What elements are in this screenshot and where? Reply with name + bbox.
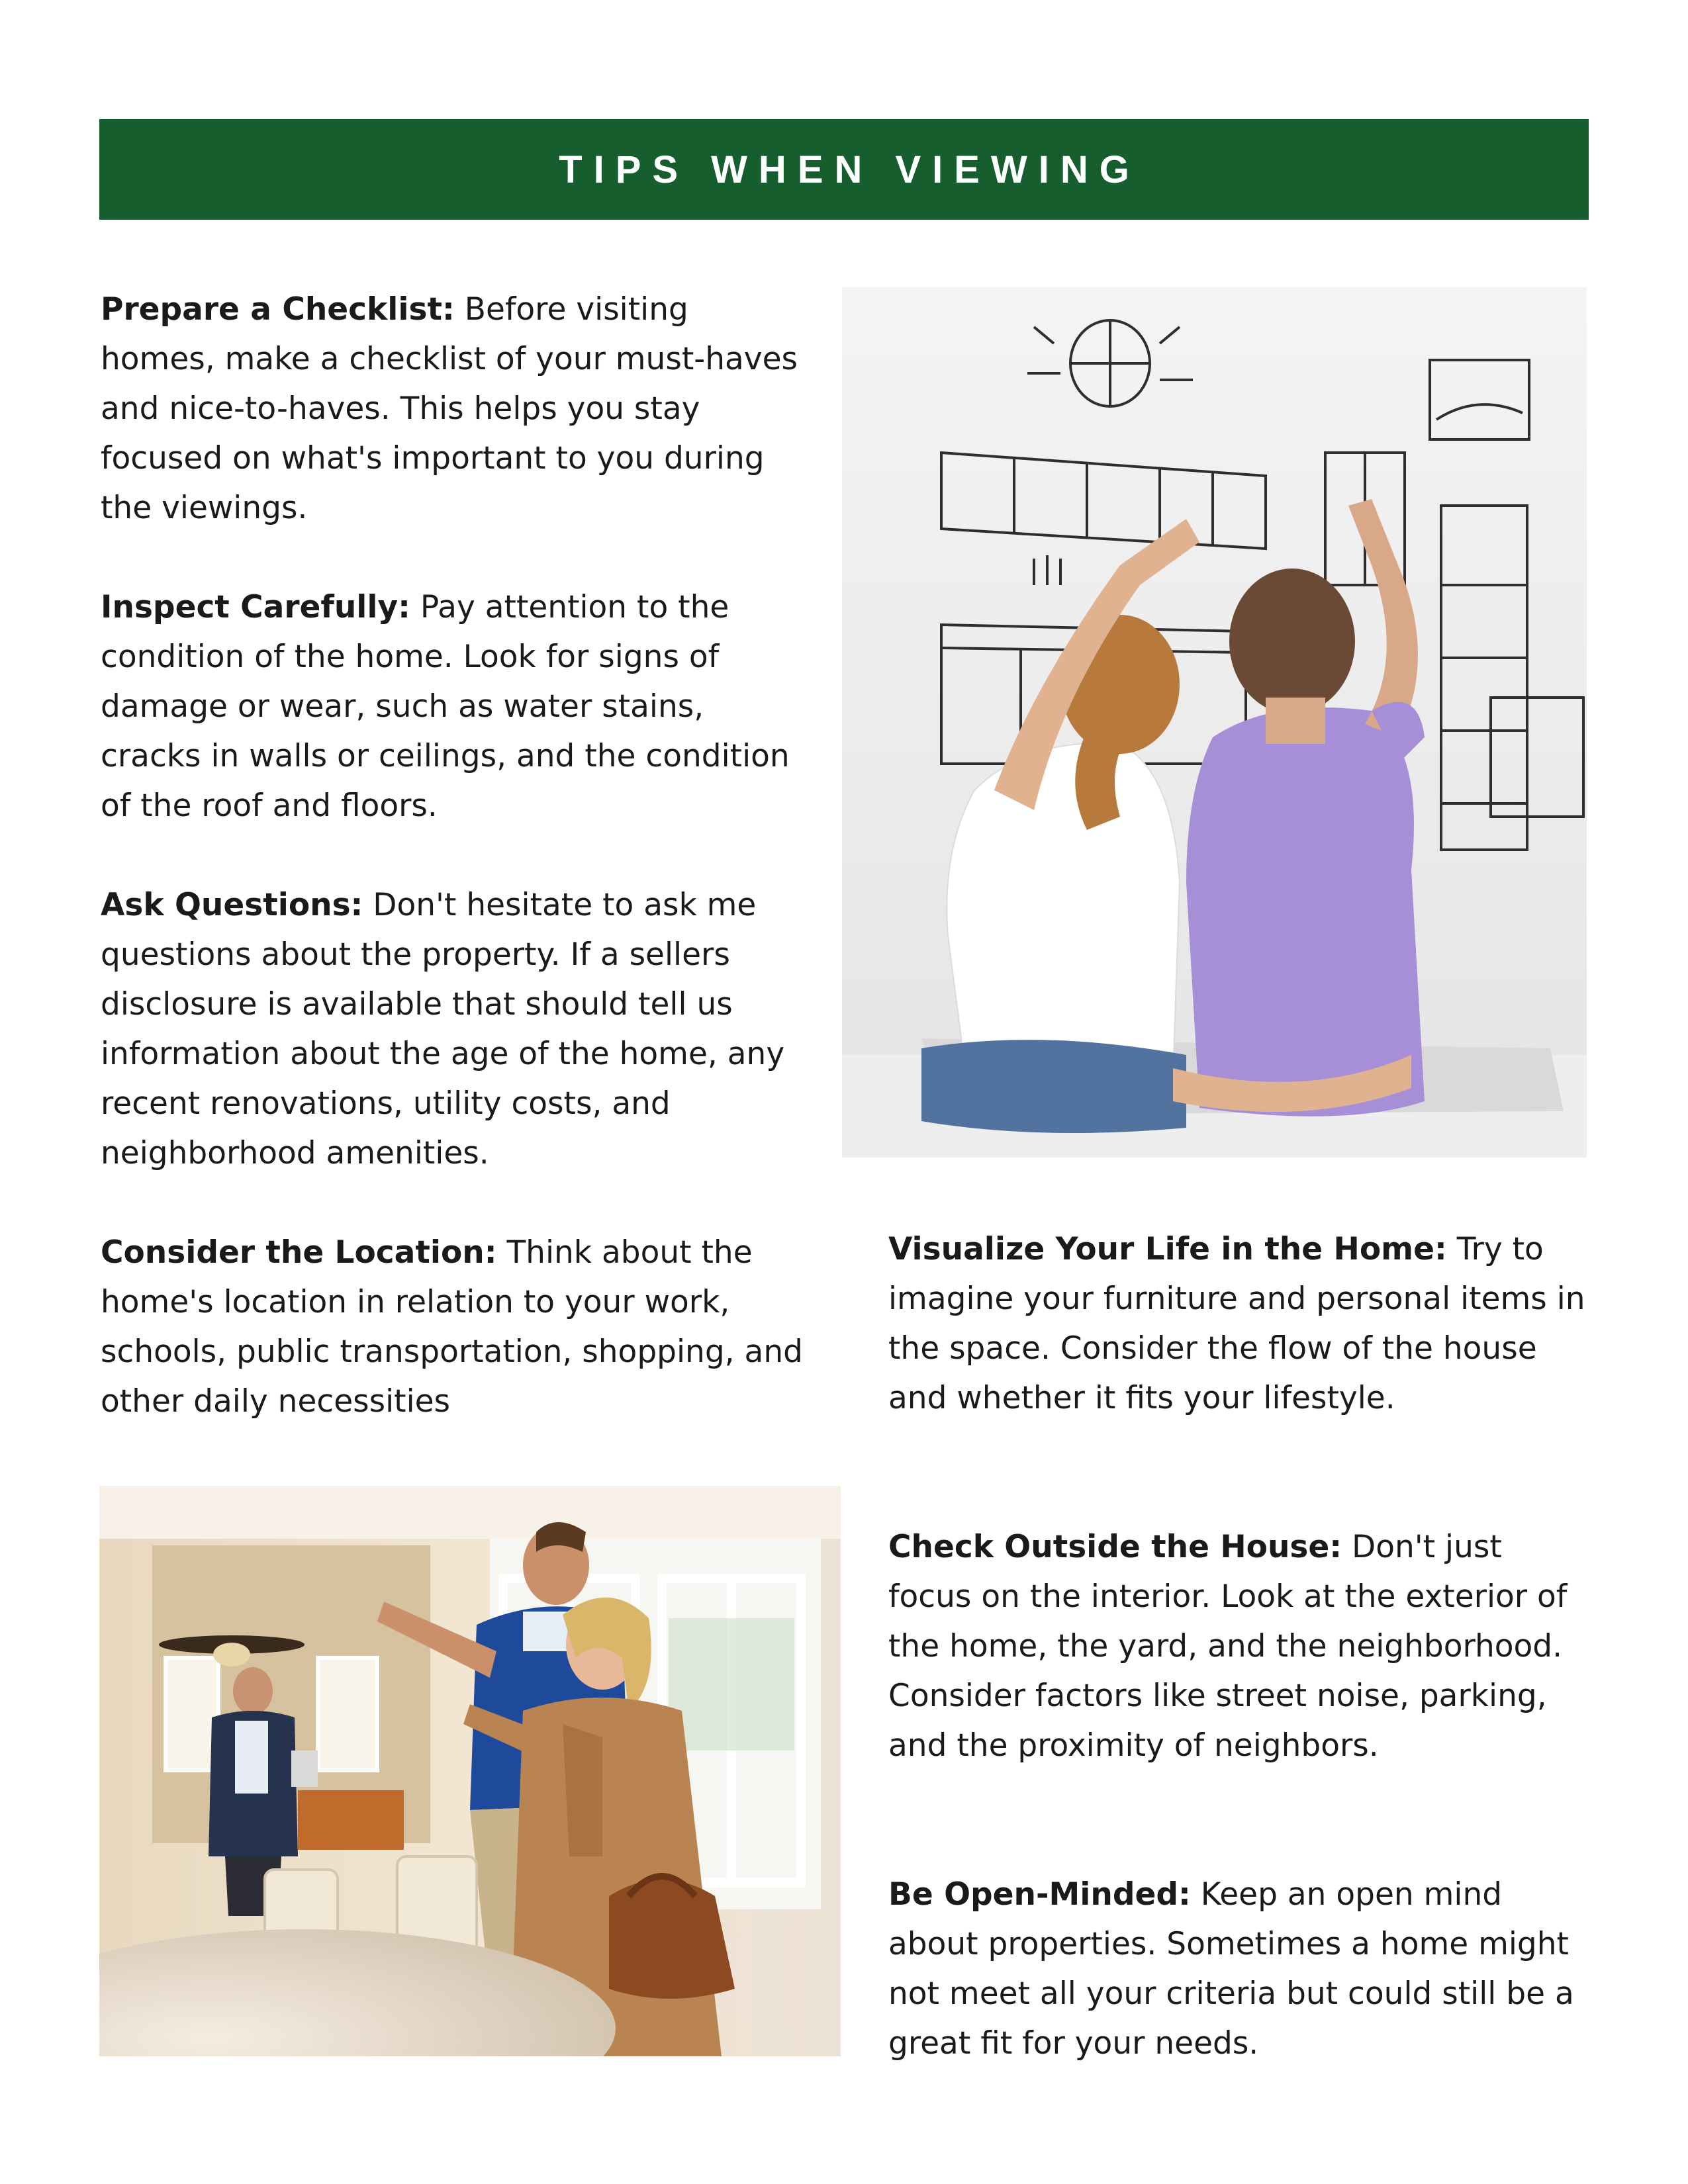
tip-consider-location [101,1228,812,1426]
tip-open-minded [888,1870,1590,2068]
tip-prepare-checklist [101,285,812,533]
page-title: TIPS WHEN VIEWING [559,148,1141,191]
tip-heading: Ask Questions: [101,887,363,923]
tip-inspect-carefully [101,582,812,831]
tip-heading: Inspect Carefully: [101,589,410,625]
tip-body: Try to imagine your furniture and personal items in the space. Consider the flow of the house and whether it fits your lifestyle. [888,1231,1585,1416]
tip-body: Pay attention to the condition of the home. Look for signs of damage or wear, such as water stains, cracks in walls or ceilings, and the condition of the roof and floors. [101,589,790,824]
header-banner [99,119,1589,220]
tip-body: Don't hesitate to ask me questions about the property. If a sellers disclosure is available that should tell us information about the age of the home, any recent renovations, utility costs, and neighborhood amenities. [101,887,785,1171]
tip-heading: Be Open-Minded: [888,1876,1191,1913]
tip-ask-questions [101,880,812,1178]
tip-visualize-life [888,1224,1590,1423]
tip-body: Keep an open mind about properties. Sometimes a home might not meet all your criteria but could still be a great fit for your needs. [888,1876,1574,2062]
tip-heading: Visualize Your Life in the Home: [888,1231,1447,1267]
tip-check-outside [888,1522,1590,1770]
agent-with-couple-photo [99,1486,841,2056]
tip-heading: Prepare a Checklist: [101,291,455,328]
tip-body: Think about the home's location in relation to your work, schools, public transportation, shopping, and other daily necessities [101,1234,803,1420]
couple-sketch-room-photo [842,287,1587,1158]
tip-heading: Check Outside the House: [888,1529,1342,1565]
tip-heading: Consider the Location: [101,1234,497,1271]
tip-body: Before visiting homes, make a checklist of your must-haves and nice-to-haves. This helps you stay focused on what's important to you during the viewings. [101,291,798,526]
tip-body: Don't just focus on the interior. Look at the exterior of the home, the yard, and the neighborhood. Consider factors like street noise, parking, and the proximity of neighbors. [888,1529,1568,1764]
